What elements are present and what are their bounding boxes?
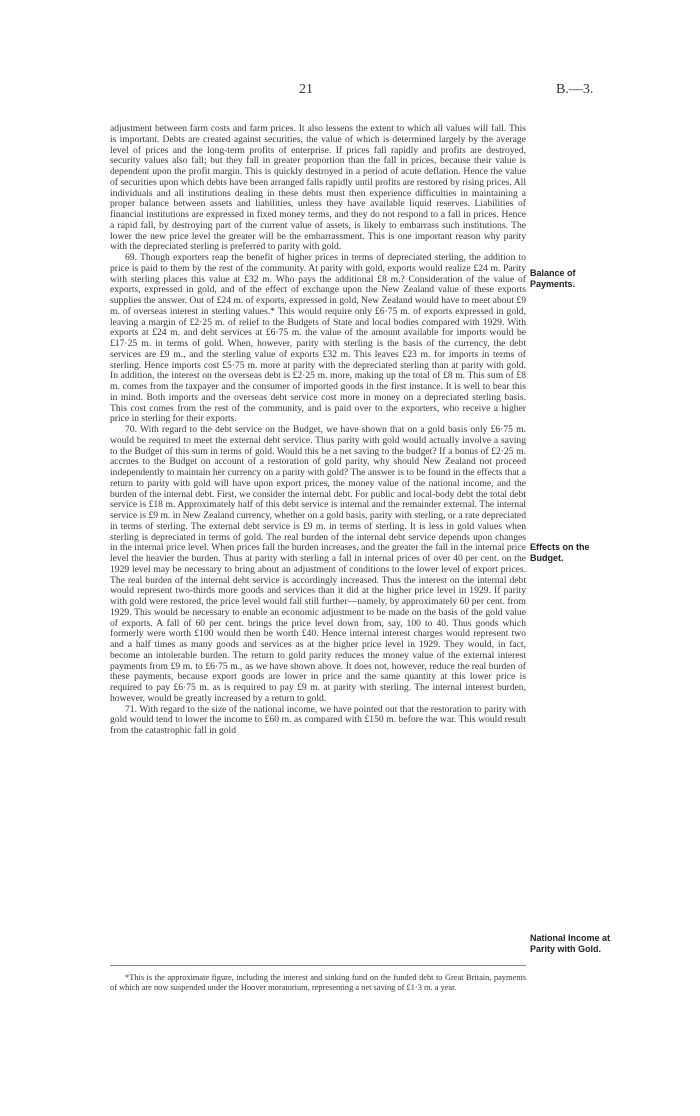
paragraph-70: 70. With regard to the debt service on the Budget, we have shown that on a gold basis only £6·75 m. would be required to meet the external debt service. Thus parity with gold would actually involve a saving to the Budget of this sum in terms of gold. Would this be a net saving to the budget? If a bonus of £2·25 m. accrues to the Budget on account of a restoration of gold parity, why should New Zealand not proceed independently to maintain her currency on a parity with gold? The answer is to be found in the effects that a return to parity with gold will have upon export prices, the money value of the national income, and the burden of the internal debt. First, we consider the internal debt. For public and local-body debt the total debt service is £18 m. Approximately half of this debt service is internal and the remainder external. The internal service is £9 m. in New Zealand currency, whether on a gold basis, parity with sterling, or a rate depreciated in terms of sterling. The external debt service is £9 m. in terms of sterling. It is less in gold values when sterling is depreciated in terms of gold. The real burden of the internal debt service depends upon changes in the internal price level. When prices fall the burden increases, and the greater the fall in the internal price level the heavier the burden. Thus at parity with sterling a fall in internal prices of over 40 per cent. on the 1929 level may be necessary to bring about an adjustment of conditions to the lower level of export prices. The real burden of the internal debt service is accordingly increased. Thus the interest on the internal debt would represent two-thirds more goods and services than it did at the higher price level in 1929. If parity with gold were restored, the price level would fall still further—namely, by approximately 60 per cent. from 1929. This would be necessary to enable an economic adjustment to be made on the basis of the gold value of exports. A fall of 60 per cent. brings the price level down from, say, 100 to 40. Thus goods which formerly were worth £100 would then be worth £40. Hence internal interest charges would represent two and a half times as many goods and services as at the higher price level in 1929. They would, in fact, become an intolerable burden. The return to gold parity reduces the money value of the external interest payments from £9 m. to £6·75 m., as we have shown above. It does not, however, reduce the real burden of these payments, because export goods are lower in price and the same quantity at this lower price is required to pay £6·75 m. as is required to pay £9 m. at parity with sterling. The internal interest burden, however, would be greatly increased by a return to gold.	[110, 424, 526, 704]
page-header	[0, 82, 700, 102]
page-number: 21	[299, 82, 313, 97]
paragraph-71: 71. With regard to the size of the national income, we have pointed out that the restoration to parity with gold would tend to lower the income to £60 m. as compared with £150 m. before the war. This would result from the catastrophic fall in gold	[110, 703, 526, 736]
footnote	[110, 973, 526, 993]
side-note-effects-on-budget: Effects on the Budget.	[530, 542, 590, 563]
body-text	[110, 124, 526, 737]
document-reference: B.—3.	[556, 82, 594, 97]
side-note-national-income: National Income at Parity with Gold.	[530, 933, 611, 954]
paragraph-69: 69. Though exporters reap the benefit of higher prices in terms of depreciated sterling, the addition to price is paid to them by the rest of the community. At parity with gold, exports would realize £24 m. Parity with sterling places this value at £32 m. Who pays the additional £8 m.? Consideration of the value of exports, expressed in gold, and of the effect of exchange upon the New Zealand value of these exports supplies the answer. Out of £24 m. of exports, expressed in gold, New Zealand would have to meet about £9 m. of overseas interest in sterling values.* This would require only £6·75 m. of exports expressed in gold, leaving a margin of £2·25 m. of relief to the Budgets of State and local bodies compared with 1929. With exports at £24 m. and debt services at £6·75 m. the value of the amount available for imports would be £17·25 m. in terms of gold. When, however, parity with sterling is the basis of the currency, the debt services are £9 m., and the sterling value of exports £32 m. This leaves £23 m. for imports in terms of sterling. Hence imports cost £5·75 m. more at parity with the depreciated sterling than at parity with gold. In addition, the interest on the overseas debt is £2·25 m. more, making up the total of £8 m. This sum of £8 m. comes from the taxpayer and the consumer of imported goods in the first instance. It is well to bear this in mind. Both imports and the overseas debt service cost more in money on a depreciated sterling basis. This cost comes from the rest of the community, and is paid over to the exporters, who receive a higher price in sterling for their exports.	[110, 252, 526, 425]
paragraph-68-continued: adjustment between farm costs and farm prices. It also lessens the extent to which all values will fall. This is important. Debts are created against securities, the value of which is determined largely by the average level of prices and the long-term profits of enterprise. If prices fall rapidly and profits are destroyed, security values also fall; but they fall in greater proportion than the fall in prices, because their value is dependent upon the profit margin. This is quickly destroyed in a period of acute deflation. Hence the value of securities upon which debts have been arranged falls rapidly until profits are restored by rising prices. All individuals and all institutions dealing in these debts must then experience difficulties in maintaining a proper balance between assets and liabilities, unless they have available liquid reserves. Liabilities of financial institutions are expressed in fixed money terms, and they do not respond to a fall in prices. Hence a rapid fall, by destroying part of the current value of assets, is likely to embarrass such institutions. The lower the new price level the greater will be the embarrassment. This is one important reason why parity with the depreciated sterling is preferred to parity with gold.	[110, 123, 526, 253]
footnote-text: *This is the approximate figure, including the interest and sinking fund on the funded debt to Great Britain, payments of which are now suspended under the Hoover moratorium, representing a net saving of £1·3 m. a year.	[110, 973, 526, 992]
side-note-balance-of-payments: Balance of Payments.	[530, 268, 576, 289]
footnote-rule	[110, 965, 526, 966]
